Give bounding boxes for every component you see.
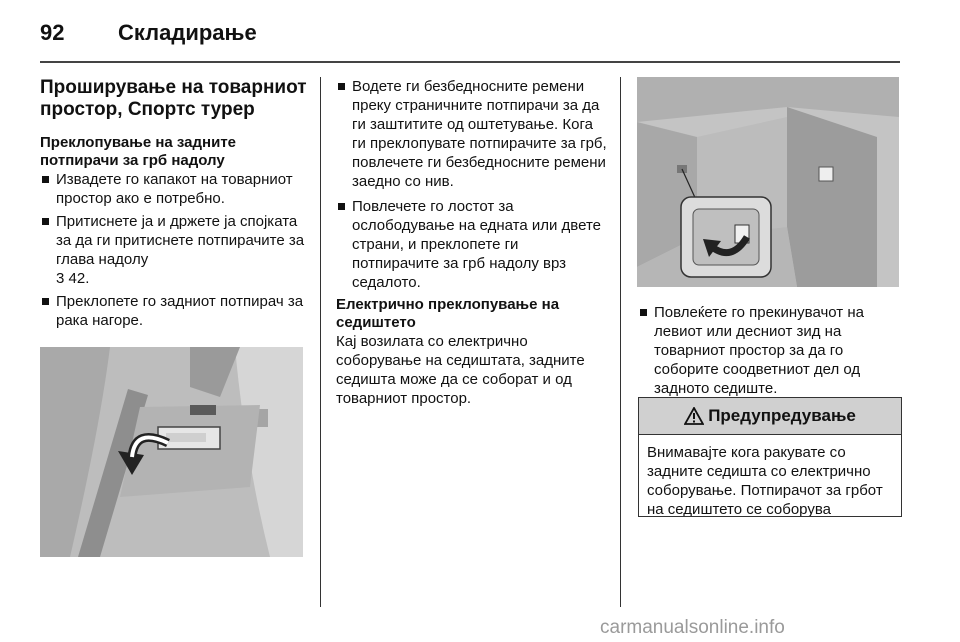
cross-reference-icon: 3: [56, 270, 65, 287]
warning-box: [638, 397, 902, 517]
column-3: [638, 303, 900, 398]
column-1: [40, 77, 308, 330]
bullet-icon: [42, 298, 49, 305]
watermark: carmanualsonline.info: [600, 617, 785, 638]
list-item: Притиснете ја и држете ја спојката за да ги притиснете потпирачите за глава надолу 3 42.: [40, 212, 308, 288]
list-item: Повлеќете го прекинувачот на левиот или десниот зид на товарниот простор за да го соборите соодветниот дел од задното седиште.: [638, 303, 900, 398]
warning-title: Предупредување: [708, 406, 856, 425]
cargo-switch-illustration: [637, 77, 899, 287]
list-item: Извадете го капакот на товарниот простор ако е потребно.: [40, 170, 308, 208]
column-divider-1: [320, 77, 321, 607]
cross-reference-link[interactable]: 42.: [68, 270, 90, 287]
subsection-heading: Електрично преклопување на седиштето: [336, 296, 560, 331]
list-item: Повлечете го лостот за ослободување на едната или двете страни, и преклопете ги потпирачите за грб надолу врз седалото.: [336, 197, 608, 292]
list-item: Водете ги безбедносните ремени преку страничните потпирачи за да ги заштитите од оштетување. Кога ги преклопувате потпирачите за грб, повлечете ги безбедносните ремени заедно со нив.: [336, 77, 608, 191]
bullet-icon: [42, 218, 49, 225]
list-item: Преклопете го задниот потпирач за рака нагоре.: [40, 292, 308, 330]
page-number: 92: [40, 20, 65, 45]
page-title: Складирање: [118, 20, 257, 45]
headrest-release-illustration: [40, 347, 303, 557]
cargo-illustration-svg: [637, 77, 899, 287]
bullet-icon: [42, 176, 49, 183]
seat-illustration-svg: [40, 347, 303, 557]
warning-text: Внимавајте кога ракувате со задните седишта со електрично соборување. Потпирачот за грбот на седиштето се соборува: [647, 444, 883, 517]
body-paragraph: Кај возилата со електрично соборување на седиштата, задните седишта може да се соборат и од товарниот простор.: [336, 333, 585, 407]
section-heading: Проширување на товарниот простор, Спортс турер: [40, 77, 307, 120]
column-divider-2: [620, 77, 621, 607]
warning-triangle-icon: [684, 407, 704, 425]
bullet-icon: [640, 309, 647, 316]
column-2: [336, 77, 608, 408]
subsection-heading: Преклопување на задните потпирачи за грб надолу: [40, 134, 237, 169]
bullet-icon: [338, 83, 345, 90]
bullet-icon: [338, 203, 345, 210]
header-rule: [40, 61, 900, 63]
warning-header: [639, 398, 901, 435]
